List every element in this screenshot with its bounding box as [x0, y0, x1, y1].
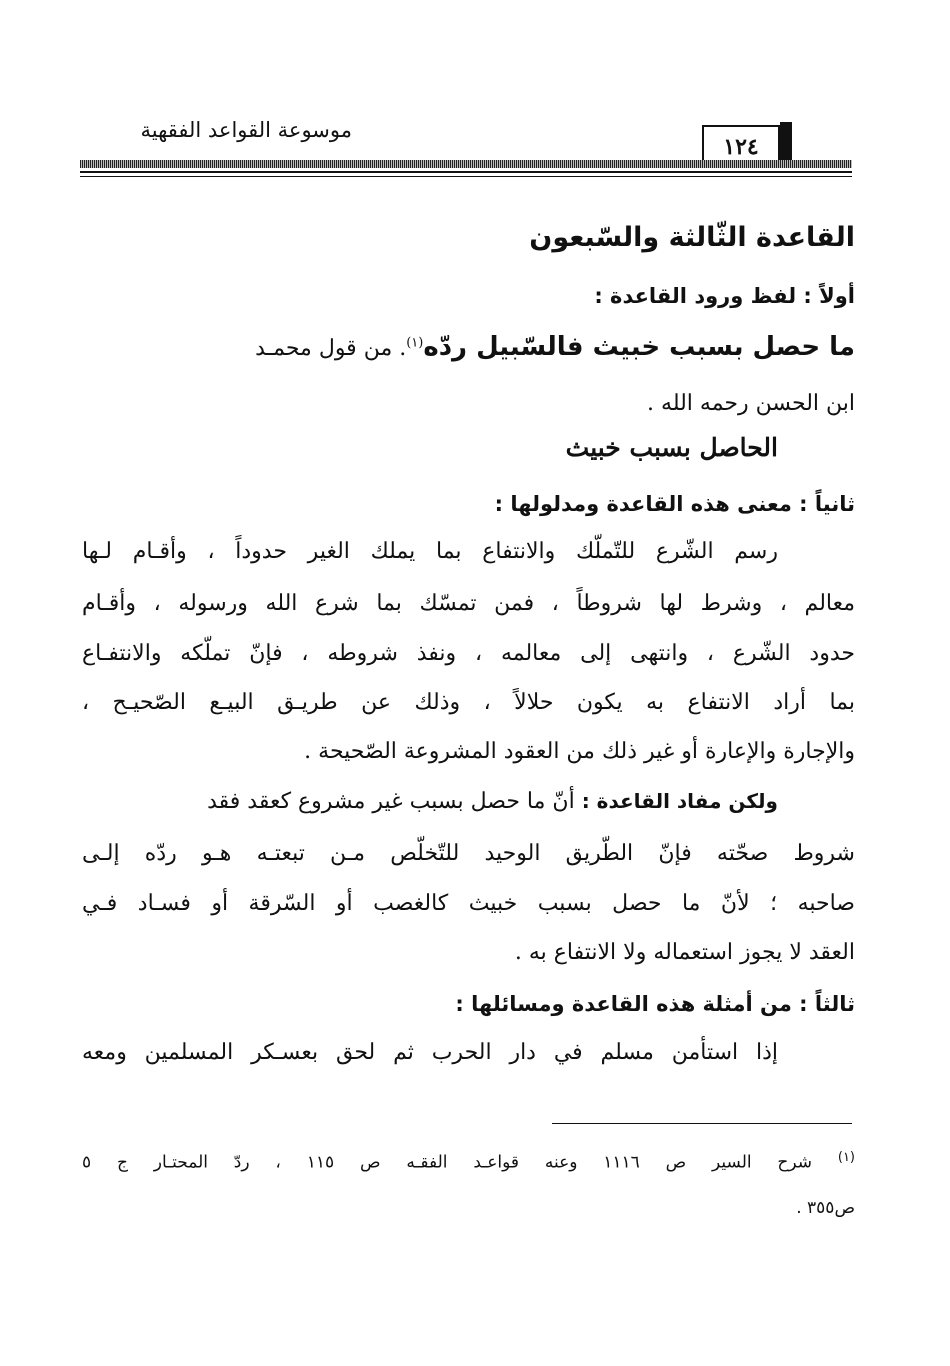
paragraph-line: إذا استأمن مسلم في دار الحرب ثم لحق بعسـكر المسلمين ومعه [82, 1040, 778, 1065]
paragraph-line: العقد لا يجوز استعماله ولا الانتفاع به . [514, 940, 855, 965]
book-title: موسوعة القواعد الفقهية [140, 118, 352, 142]
conclusion-text: أنّ ما حصل بسبب غير مشروع كعقد فقد [207, 789, 575, 814]
rule-statement: ما حصل بسبب خبيث فالسّبيل ردّه [423, 332, 855, 362]
header-band [80, 160, 852, 168]
paragraph-line: بما أراد الانتفاع به يكون حلالاً ، وذلك عن طريـق البيـع الصّحيـح ، [82, 690, 855, 715]
footnote-line: ص٣٥٥ . [796, 1198, 855, 1218]
paragraph-line: صاحبه ؛ لأنّ ما حصل بسبب خبيث كالغصب أو السّرقة أو فسـاد فـي [82, 891, 855, 916]
alternate-wording: الحاصل بسبب خبيث [565, 433, 778, 462]
section-third-label: ثالثاً : من أمثلة هذه القاعدة ومسائلها : [455, 992, 855, 1016]
footnote-rule [552, 1123, 852, 1124]
conclusion-line [82, 791, 778, 813]
section-second-label: ثانياً : معنى هذه القاعدة ومدلولها : [494, 492, 855, 516]
paragraph-line: شروط صحّته فإنّ الطّريق الوحيد للتّخلّص مـن تبعتـه هـو ردّه إلـى [82, 841, 855, 866]
page-number: ١٢٤ [702, 125, 780, 167]
header-rule-thin [80, 176, 852, 177]
footnote-marker: (١) [837, 1150, 855, 1165]
footnote-text: شرح السير ص ١١١٦ وعنه قواعـد الفقـه ص ١١٥ ، ردّ المحتـار ج ٥ [82, 1152, 813, 1173]
paragraph-line: معالم ، وشرط لها شروطاً ، فمن تمسّك بما شرع الله ورسوله ، وأقـام [82, 591, 855, 616]
section-first-label: أولاً : لفظ ورود القاعدة : [594, 284, 855, 308]
rule-source: . من قول محمـد [255, 336, 407, 361]
rule-statement-line [255, 334, 855, 360]
paragraph-line: حدود الشّرع ، وانتهى إلى معالمه ، ونفذ شروطه ، فإنّ تملّكه والانتفـاع [82, 641, 855, 666]
footnote-line [82, 1150, 855, 1173]
footnote-marker: (١) [406, 335, 424, 351]
header-rule [80, 171, 852, 173]
paragraph-line: والإجارة والإعارة أو غير ذلك من العقود المشروعة الصّحيحة . [304, 739, 855, 764]
paragraph-line: رسم الشّرع للتّملّك والانتفاع بما يملك الغير حدوداً ، وأقـام لـها [82, 539, 778, 564]
rule-source-line2: ابن الحسن رحمه الله . [647, 391, 855, 416]
conclusion-label: ولكن مفاد القاعدة : [581, 789, 778, 813]
rule-heading: القاعدة الثّالثة والسّبعون [529, 222, 855, 253]
